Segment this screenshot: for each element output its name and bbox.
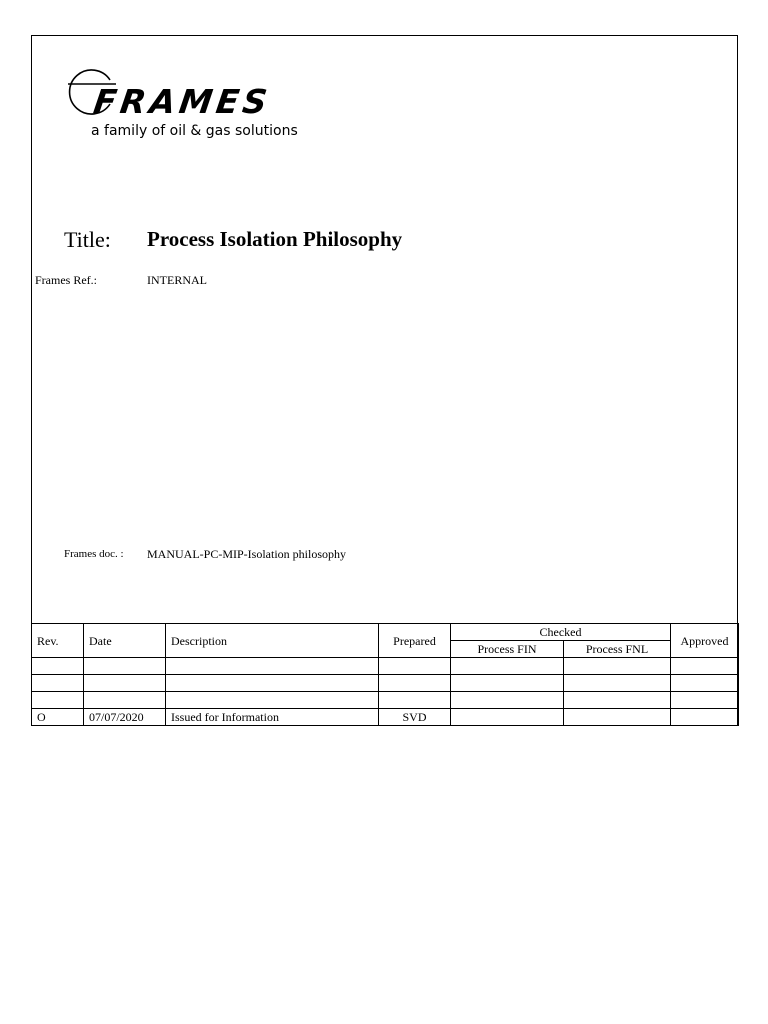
cell-fnl xyxy=(564,692,671,709)
cell-description xyxy=(166,692,379,709)
cell-prepared xyxy=(379,675,451,692)
cell-prepared xyxy=(379,658,451,675)
frames-ref-value: INTERNAL xyxy=(147,273,207,287)
cell-fnl xyxy=(564,675,671,692)
header-checked: Checked xyxy=(451,624,671,641)
cell-date xyxy=(84,658,166,675)
header-description: Description xyxy=(166,624,379,658)
cell-rev xyxy=(32,692,84,709)
header-rev: Rev. xyxy=(32,624,84,658)
logo-wordmark: FRAMES xyxy=(91,82,274,121)
cell-fnl xyxy=(564,709,671,726)
cell-fnl xyxy=(564,658,671,675)
frames-ref-label: Frames Ref.: xyxy=(35,273,97,287)
title-label: Title: xyxy=(64,227,111,252)
header-date: Date xyxy=(84,624,166,658)
header-process-fnl: Process FNL xyxy=(564,641,671,658)
table-header-row xyxy=(32,624,739,641)
table-row xyxy=(32,692,739,709)
cell-fin xyxy=(451,658,564,675)
cell-rev xyxy=(32,675,84,692)
logo-tagline: a family of oil & gas solutions xyxy=(91,123,298,139)
cell-fin xyxy=(451,709,564,726)
cell-approved xyxy=(671,658,739,675)
cell-rev xyxy=(32,658,84,675)
cell-fin xyxy=(451,675,564,692)
table-row xyxy=(32,658,739,675)
table-row xyxy=(32,675,739,692)
frames-doc-label: Frames doc. : xyxy=(64,548,124,560)
table-row xyxy=(32,709,739,726)
cell-prepared xyxy=(379,692,451,709)
cell-description xyxy=(166,658,379,675)
cell-date xyxy=(84,675,166,692)
cell-approved xyxy=(671,675,739,692)
cell-description xyxy=(166,675,379,692)
header-approved: Approved xyxy=(671,624,739,658)
cell-description: Issued for Information xyxy=(166,709,379,726)
cell-fin xyxy=(451,692,564,709)
cell-date: 07/07/2020 xyxy=(84,709,166,726)
revision-table xyxy=(31,623,739,726)
header-prepared: Prepared xyxy=(379,624,451,658)
document-title: Process Isolation Philosophy xyxy=(147,227,403,251)
cell-approved xyxy=(671,692,739,709)
cell-approved xyxy=(671,709,739,726)
header-process-fin: Process FIN xyxy=(451,641,564,658)
frames-logo xyxy=(66,68,326,143)
cell-date xyxy=(84,692,166,709)
frames-doc-value: MANUAL-PC-MIP-Isolation philosophy xyxy=(147,547,347,561)
cell-rev: O xyxy=(32,709,84,726)
cell-prepared: SVD xyxy=(379,709,451,726)
